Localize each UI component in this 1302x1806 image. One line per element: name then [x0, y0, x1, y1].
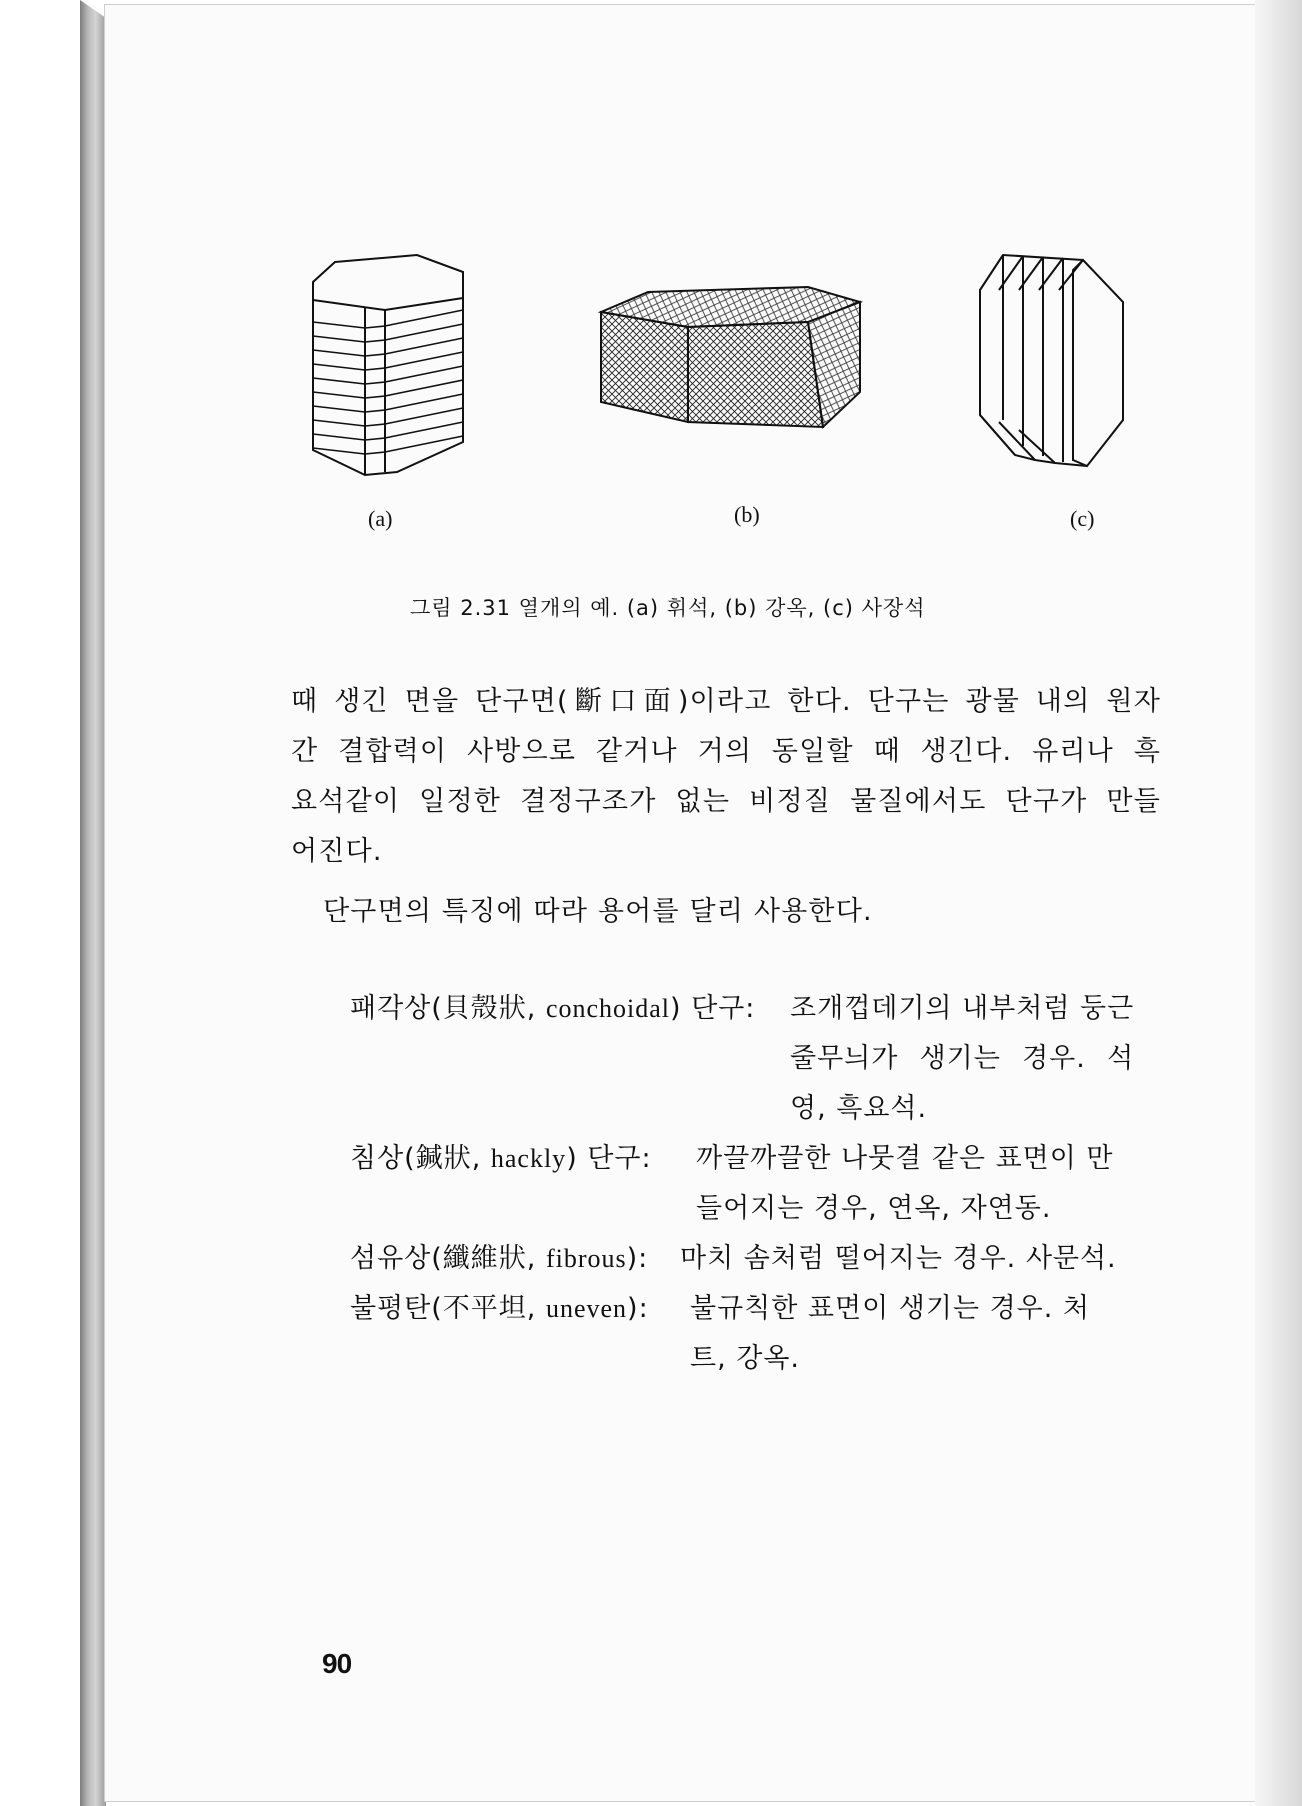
cleavage-stripe: [385, 422, 463, 438]
definition-fibrous: [350, 1234, 648, 1284]
desc-line: 조개껍데기의 내부처럼 둥근: [790, 993, 1135, 1024]
definition-hackly: [350, 1134, 652, 1184]
definition-hackly-desc: [696, 1134, 1113, 1234]
page-edge-shadow: [1255, 0, 1302, 1806]
definition-conchoidal-desc: [790, 984, 1134, 1134]
text-line: 어진다.: [291, 836, 383, 867]
text-line: 단구면의 특징에 따라 용어를 달리 사용한다.: [323, 896, 873, 927]
cleavage-stripe: [313, 378, 365, 384]
figure-a-pyroxene-cleavage: [305, 250, 475, 480]
definition-conchoidal: [350, 984, 755, 1034]
term-end: ):: [627, 1293, 649, 1324]
cleavage-stripe: [385, 380, 463, 396]
desc-line: 트, 강옥.: [690, 1343, 800, 1374]
cleavage-stripe: [365, 382, 385, 384]
body-paragraph-2: [323, 887, 1193, 937]
cleavage-stripe: [385, 436, 463, 452]
cleavage-stripe: [385, 408, 463, 424]
desc-line: 불규칙한 표면이 생기는 경우. 처: [690, 1293, 1090, 1324]
figure-caption: 그림 2.31 열개의 예. (a) 휘석, (b) 강옥, (c) 사장석: [410, 596, 926, 620]
page-number: 90: [322, 1648, 352, 1679]
cleavage-stripe: [313, 406, 365, 412]
desc-line: 마치 솜처럼 떨어지는 경우. 사문석.: [680, 1243, 1117, 1274]
term-ko: 패각상(貝殼狀,: [350, 993, 546, 1024]
cleavage-stripe: [365, 452, 385, 454]
cleavage-stripe: [365, 340, 385, 342]
cleavage-stripe: [313, 392, 365, 398]
term-end: ):: [626, 1243, 649, 1274]
text-line: 간 결합력이 사방으로 같거나 거의 동일할 때 생긴다. 유리나 흑: [291, 736, 1161, 767]
definition-uneven-desc: [690, 1284, 1090, 1384]
term-end: ) 단구:: [670, 993, 756, 1024]
cleavage-stripe: [365, 354, 385, 356]
figure-c-plagioclase-cleavage: [975, 250, 1160, 475]
body-paragraph-1: [291, 677, 1161, 877]
desc-line: 들어지는 경우, 연옥, 자연동.: [696, 1193, 1052, 1224]
cleavage-stripe: [313, 322, 365, 328]
term-ko: 침상(鍼狀,: [350, 1143, 491, 1174]
term-ko: 섬유상(纖維狀,: [350, 1243, 546, 1274]
cleavage-stripe: [365, 396, 385, 398]
desc-line: 까끌까끌한 나뭇결 같은 표면이 만: [696, 1143, 1114, 1174]
figure-b-label: (b): [734, 502, 760, 527]
definition-fibrous-desc: [680, 1234, 1117, 1284]
cleavage-stripe: [313, 364, 365, 370]
term-en: fibrous: [545, 1244, 627, 1273]
figure-b-corundum-parting: [598, 282, 868, 432]
cleavage-stripe: [313, 420, 365, 426]
cleavage-stripe: [365, 410, 385, 412]
desc-line: 줄무늬가 생기는 경우. 석: [790, 1043, 1135, 1074]
text-line: 요석같이 일정한 결정구조가 없는 비정질 물질에서도 단구가 만들: [291, 786, 1161, 817]
cleavage-stripe: [313, 336, 365, 342]
cleavage-stripe: [313, 434, 365, 440]
term-ko: 불평탄(不平坦,: [350, 1293, 546, 1324]
cleavage-stripe: [365, 438, 385, 440]
cleavage-stripe: [385, 324, 463, 340]
term-en: uneven: [545, 1294, 628, 1323]
figure-a-label: (a): [368, 506, 393, 531]
cleavage-stripe: [385, 394, 463, 410]
term-en: conchoidal: [545, 994, 671, 1023]
cleavage-stripe: [365, 424, 385, 426]
cleavage-stripe: [385, 352, 463, 368]
cleavage-stripe: [385, 310, 463, 326]
book-spine-edge: [80, 0, 106, 1806]
term-en: hackly: [490, 1144, 567, 1173]
cleavage-stripe: [365, 326, 385, 328]
definition-uneven: [350, 1284, 649, 1334]
desc-line: 영, 흑요석.: [790, 1093, 928, 1124]
cleavage-stripe: [385, 338, 463, 354]
cleavage-stripe: [365, 368, 385, 370]
cleavage-stripe: [313, 350, 365, 356]
text-line: 때 생긴 면을 단구면(斷口面)이라고 한다. 단구는 광물 내의 원자: [291, 686, 1161, 717]
figure-c-label: (c): [1070, 506, 1095, 531]
term-end: ) 단구:: [566, 1143, 652, 1174]
cleavage-stripe: [385, 366, 463, 382]
